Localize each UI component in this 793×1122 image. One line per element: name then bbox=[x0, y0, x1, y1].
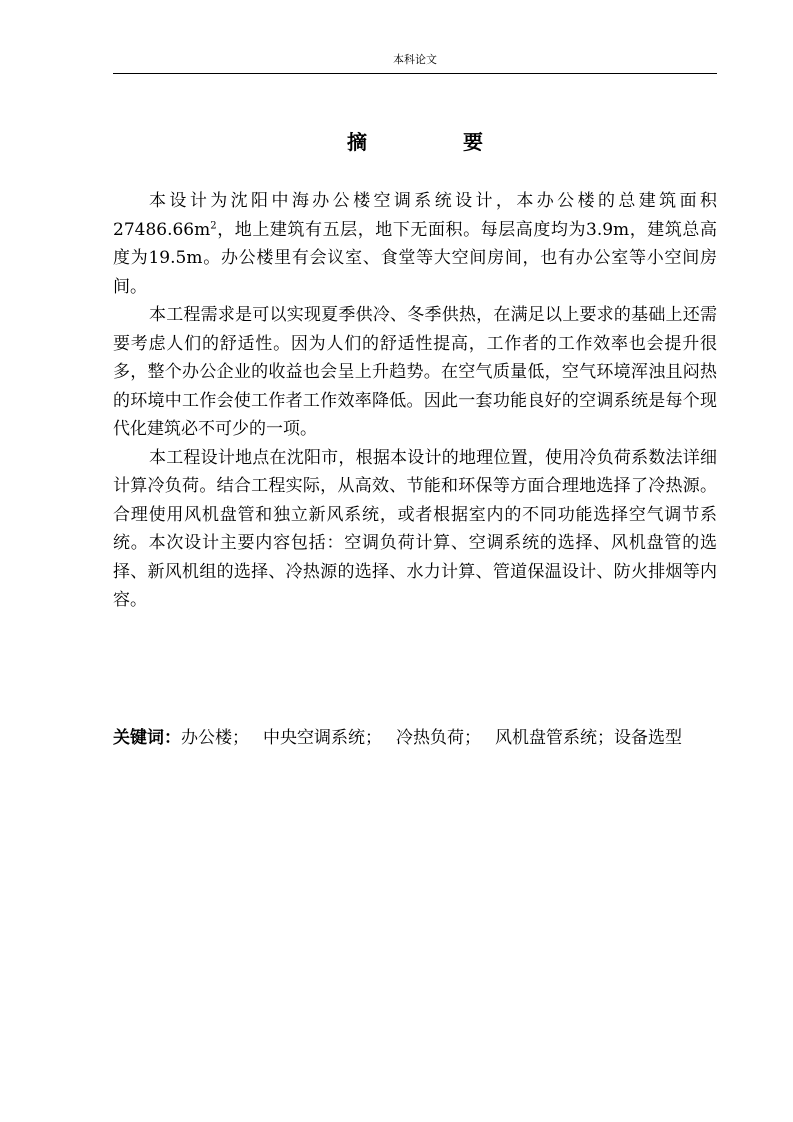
paragraph-1-text-a: 本设计为沈阳中海办公楼空调系统设计，本办公楼的总建筑面积27486.66m bbox=[113, 191, 717, 240]
abstract-paragraph-3: 本工程设计地点在沈阳市，根据本设计的地理位置，使用冷负荷系数法详细计算冷负荷。结合工程实际，从高效、节能和环保等方面合理地选择了冷热源。合理使用风机盘管和独立新风系统，或者根据室内的不同功能选择空气调节系统。本次设计主要内容包括：空调负荷计算、空调系统的选择、风机盘管的选择、新风机组的选择、冷热源的选择、水力计算、管道保温设计、防火排烟等内容。 bbox=[113, 447, 717, 610]
keyword-item: 冷热负荷； bbox=[396, 728, 481, 748]
abstract-title: 摘 要 bbox=[347, 130, 521, 154]
paragraph-1-text-b: ，地上建筑有五层，地下无面积。每层高度均为3.9m，建筑总高度为19.5m。办公楼里有会议室、食堂等大空间房间，也有办公室等小空间房间。 bbox=[113, 219, 717, 297]
header-rule bbox=[113, 73, 717, 74]
abstract-paragraph-2: 本工程需求是可以实现夏季供冷、冬季供热，在满足以上要求的基础上还需要考虑人们的舒适性。因为人们的舒适性提高，工作者的工作效率也会提升很多，整个办公企业的收益也会呈上升趋势。在空气质量低，空气环境浑浊且闷热的环境中工作会使工作者工作效率降低。因此一套功能良好的空调系统是每个现代化建筑必不可少的一项。 bbox=[113, 305, 717, 439]
keyword-item: 中央空调系统； bbox=[263, 728, 382, 748]
running-header: 本科论文 bbox=[393, 53, 437, 66]
area-unit-superscript: 2 bbox=[210, 219, 217, 231]
keywords-line bbox=[113, 724, 717, 752]
keywords-label: 关键词： bbox=[113, 728, 181, 748]
abstract-paragraph-1 bbox=[113, 187, 717, 301]
abstract-body bbox=[113, 187, 717, 615]
keyword-item: 办公楼； bbox=[181, 728, 249, 748]
keyword-item: 风机盘管系统；设备选型 bbox=[495, 728, 682, 748]
